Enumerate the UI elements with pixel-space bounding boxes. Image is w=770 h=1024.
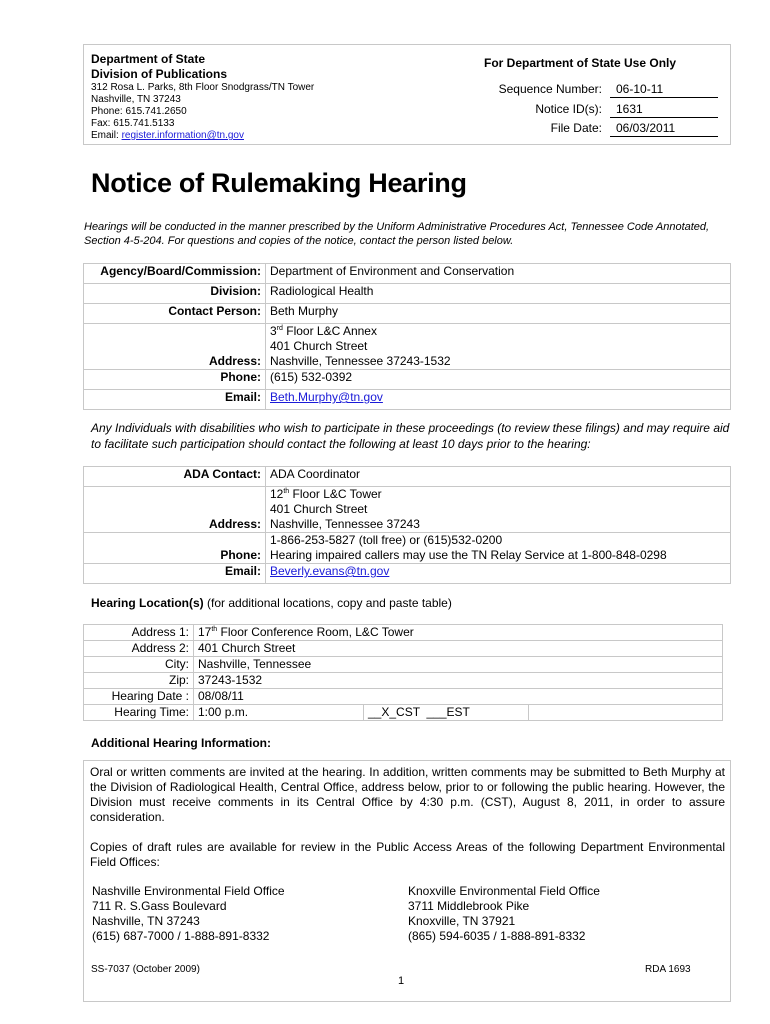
hearing-date-value: 08/08/11 <box>194 689 723 705</box>
office-name: Knoxville Environmental Field Office <box>408 884 600 898</box>
ada-email-link[interactable]: Beverly.evans@tn.gov <box>270 564 390 578</box>
address1-label: Address 1: <box>84 625 194 641</box>
ada-phone-label: Phone: <box>84 533 266 564</box>
hearing-floor-number: 17 <box>198 625 212 639</box>
additional-info-heading: Additional Hearing Information: <box>91 736 271 750</box>
hearing-date-row <box>84 689 723 705</box>
notice-label: Notice ID(s): <box>535 102 602 116</box>
address-row <box>84 324 731 370</box>
page-title: Notice of Rulemaking Hearing <box>91 168 467 198</box>
division-label: Division: <box>84 284 266 304</box>
address-value <box>266 324 731 370</box>
hearing-date-label: Hearing Date : <box>84 689 194 705</box>
division-row <box>84 284 731 304</box>
agency-table <box>83 263 731 410</box>
office-city: Knoxville, TN 37921 <box>408 914 516 928</box>
floor-suffix: rd <box>276 325 283 332</box>
rda-number: RDA 1693 <box>645 964 691 975</box>
phone-label: Phone: <box>84 370 266 390</box>
office-phone: (615) 687-7000 / 1-888-891-8332 <box>92 929 270 943</box>
hearing-address1-row <box>84 625 723 641</box>
contact-value: Beth Murphy <box>266 304 731 324</box>
city-value: Nashville, Tennessee <box>194 657 723 673</box>
ada-phone-line1: 1-866-253-5827 (toll free) or (615)532-0200 <box>270 533 503 547</box>
hearing-room: Floor Conference Room, L&C Tower <box>217 625 414 639</box>
file-date-label: File Date: <box>550 121 602 135</box>
ada-contact-label: ADA Contact: <box>84 467 266 487</box>
hearing-city-row <box>84 657 723 673</box>
address1-value <box>194 625 723 641</box>
hearing-zip-row <box>84 673 723 689</box>
ada-email-label: Email: <box>84 564 266 584</box>
ada-note: Any Individuals with disabilities who wish to participate in these proceedings (to review these filings) and may require aid to facilitate such participation should contact the following at least 10 days prior to the hearing: <box>91 421 730 451</box>
intro-text: Hearings will be conducted in the manner prescribed by the Uniform Administrative Procedures Act, Tennessee Code Annotated, Section 4-5-204. For questions and copies of the notice, contact the person listed below. <box>84 221 710 247</box>
page-number: 1 <box>398 975 405 987</box>
agency-value: Department of Environment and Conservation <box>266 264 731 284</box>
address-line: Fax: 615.741.5133 <box>91 118 175 129</box>
department-line1: Department of State <box>91 52 206 66</box>
sequence-label: Sequence Number: <box>498 82 602 96</box>
ada-floor-building: Floor L&C Tower <box>289 487 382 501</box>
ada-phone-row <box>84 533 731 564</box>
department-line2: Division of Publications <box>91 67 228 81</box>
floor-number: 3 <box>270 324 277 338</box>
hearing-address2-row <box>84 641 723 657</box>
email-line <box>91 130 314 142</box>
phone-value: (615) 532-0392 <box>266 370 731 390</box>
hearing-location-note: (for additional locations, copy and paste table) <box>203 596 452 610</box>
ada-email-value <box>266 564 731 584</box>
ada-contact-value: ADA Coordinator <box>266 467 731 487</box>
ada-address-line1 <box>270 487 726 502</box>
office-street: 3711 Middlebrook Pike <box>408 899 530 913</box>
ada-address-label: Address: <box>84 487 266 533</box>
hearing-time-label: Hearing Time: <box>84 705 194 721</box>
ada-address-row <box>84 487 731 533</box>
contact-row <box>84 304 731 324</box>
zip-label: Zip: <box>84 673 194 689</box>
agency-row <box>84 264 731 284</box>
additional-para2: Copies of draft rules are available for review in the Public Access Areas of the following Department Environmental Field Offices: <box>90 840 725 869</box>
ada-address-line3: Nashville, Tennessee 37243 <box>270 517 420 531</box>
address-line3: Nashville, Tennessee 37243-1532 <box>270 354 451 368</box>
address-label: Address: <box>84 324 266 370</box>
address2-label: Address 2: <box>84 641 194 657</box>
file-date-value: 06/03/2011 <box>610 121 718 137</box>
ada-phone-value <box>266 533 731 564</box>
ada-address-value <box>266 487 731 533</box>
hearing-time-row <box>84 705 723 721</box>
sequence-value: 06-10-11 <box>610 82 718 98</box>
use-only-heading: For Department of State Use Only <box>484 56 677 70</box>
address-line2: 401 Church Street <box>270 339 368 353</box>
field-office-nashville <box>92 884 285 944</box>
department-name <box>91 52 227 82</box>
notice-value: 1631 <box>610 102 718 118</box>
ada-table <box>83 466 731 584</box>
address-line: Nashville, TN 37243 <box>91 94 181 105</box>
email-value <box>266 390 731 410</box>
floor-building: Floor L&C Annex <box>282 324 377 338</box>
ada-floor-suffix: th <box>283 488 290 495</box>
hearing-table <box>83 624 723 721</box>
phone-row <box>84 370 731 390</box>
department-address <box>91 82 314 142</box>
agency-label: Agency/Board/Commission: <box>84 264 266 284</box>
hearing-time-value: 1:00 p.m. <box>194 705 364 721</box>
office-name: Nashville Environmental Field Office <box>92 884 285 898</box>
address-line: 312 Rosa L. Parks, 8th Floor Snodgrass/TN Tower <box>91 82 315 93</box>
office-street: 711 R. S.Gass Boulevard <box>92 899 227 913</box>
ada-contact-row <box>84 467 731 487</box>
ada-phone-line2: Hearing impaired callers may use the TN Relay Service at 1-800-848-0298 <box>270 548 667 562</box>
timezone-spacer <box>529 705 723 721</box>
zip-value: 37243-1532 <box>194 673 723 689</box>
dos-email-link[interactable]: register.information@tn.gov <box>121 130 244 141</box>
hearing-location-heading <box>91 596 452 610</box>
hearing-floor-suffix: th <box>211 626 218 633</box>
address-line1 <box>270 324 726 339</box>
ada-floor-number: 12 <box>270 487 284 501</box>
field-office-knoxville <box>408 884 600 944</box>
hearing-location-bold: Hearing Location(s) <box>91 596 204 610</box>
form-id: SS-7037 (October 2009) <box>91 964 200 975</box>
contact-email-link[interactable]: Beth.Murphy@tn.gov <box>270 390 383 404</box>
email-label: Email: <box>91 130 122 141</box>
ada-address-line2: 401 Church Street <box>270 502 368 516</box>
additional-para1: Oral or written comments are invited at the hearing. In addition, written comments may be submitted to Beth Murphy at the Division of Radiological Health, Central Office, address below, prior to or following the public hearing. However, the Division must receive comments in its Central Office by 4:30 p.m. (CST), August 8, 2011, in order to assure consideration. <box>90 765 725 824</box>
division-value: Radiological Health <box>266 284 731 304</box>
email-row <box>84 390 731 410</box>
ada-email-row <box>84 564 731 584</box>
timezone-value: __X_CST ___EST <box>364 705 529 721</box>
address-line: Phone: 615.741.2650 <box>91 106 187 117</box>
address2-value: 401 Church Street <box>194 641 723 657</box>
contact-label: Contact Person: <box>84 304 266 324</box>
email-label: Email: <box>84 390 266 410</box>
office-phone: (865) 594-6035 / 1-888-891-8332 <box>408 929 586 943</box>
city-label: City: <box>84 657 194 673</box>
office-city: Nashville, TN 37243 <box>92 914 200 928</box>
